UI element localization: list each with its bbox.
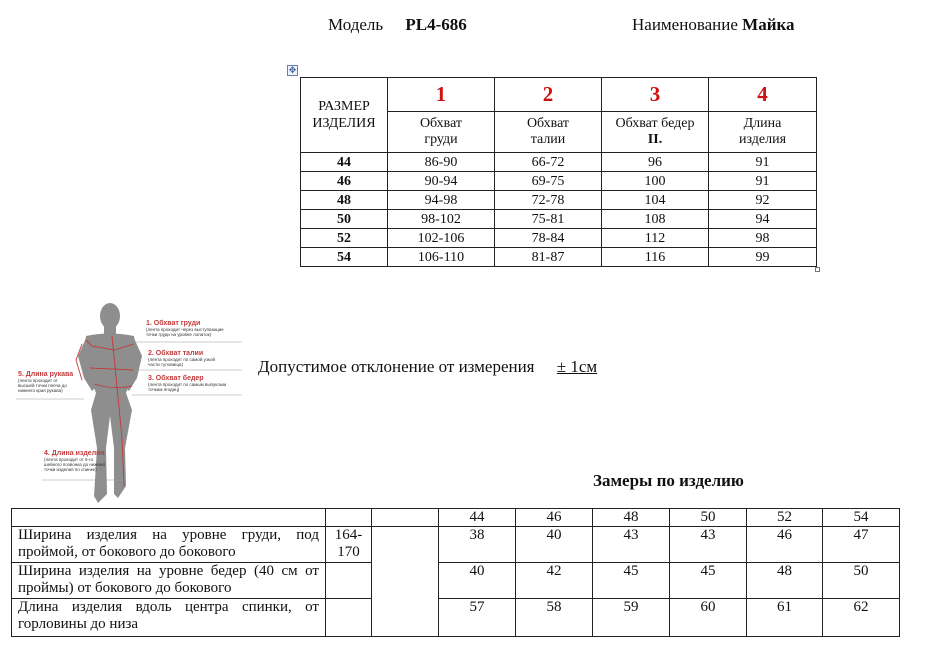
- measure-value: 42: [516, 563, 593, 599]
- value-cell: 92: [709, 191, 817, 210]
- measure-value: 59: [593, 599, 670, 637]
- header-line: Обхват бедер: [615, 116, 695, 131]
- measure-row: [12, 527, 900, 563]
- header-line: изделия: [738, 132, 787, 147]
- tolerance-text: Допустимое отклонение от измерения: [258, 357, 535, 376]
- figure-label-length: [44, 450, 105, 472]
- figure-label-note: нижнего края рукава): [18, 388, 63, 393]
- size-corner-line2: ИЗДЕЛИЯ: [312, 116, 376, 131]
- measure-number: 4: [709, 78, 817, 112]
- header-line: талии: [530, 132, 566, 147]
- figure-label-note: (лента проходит от 6-го: [44, 457, 94, 462]
- measure-number: 2: [495, 78, 602, 112]
- table-resize-handle[interactable]: [815, 267, 820, 272]
- value-cell: 108: [602, 210, 709, 229]
- empty-cell: [326, 509, 372, 527]
- name-value: Майка: [742, 15, 795, 34]
- size-header-cell: 44: [439, 509, 516, 527]
- measurements-title: Замеры по изделию: [593, 471, 744, 490]
- value-cell: 102-106: [388, 229, 495, 248]
- measure-value: 46: [747, 527, 823, 563]
- column-header-chest: [388, 112, 495, 153]
- value-cell: 94: [709, 210, 817, 229]
- measure-value: 38: [439, 527, 516, 563]
- measure-value: 40: [516, 527, 593, 563]
- value-cell: 99: [709, 248, 817, 267]
- measure-value: 40: [439, 563, 516, 599]
- tolerance-value: ± 1см: [556, 357, 598, 376]
- measure-row: [12, 599, 900, 637]
- measure-value: 43: [670, 527, 747, 563]
- header-line: II.: [647, 132, 663, 147]
- measure-value: 45: [593, 563, 670, 599]
- size-row: [301, 229, 817, 248]
- measure-label: Ширина изделия на уровне бедер (40 см от проймы) от бокового до бокового: [12, 563, 326, 599]
- measure-value: 62: [823, 599, 900, 637]
- value-cell: 78-84: [495, 229, 602, 248]
- size-cell: 54: [301, 248, 388, 267]
- figure-label-sleeve: [18, 371, 73, 393]
- figure-label-note: высшей точки плеча до: [18, 383, 67, 388]
- size-header-row: [12, 509, 900, 527]
- size-row: [301, 210, 817, 229]
- measurement-figure: [14, 298, 254, 508]
- measure-value: 43: [593, 527, 670, 563]
- figure-label-note: точки груди на уровне лопаток): [146, 332, 212, 337]
- figure-label-note: части туловища): [148, 362, 183, 367]
- value-cell: 98: [709, 229, 817, 248]
- size-header-cell: 52: [747, 509, 823, 527]
- measure-value: 58: [516, 599, 593, 637]
- figure-label-note: (лента проходит по самой узкой: [148, 357, 215, 362]
- size-row: [301, 248, 817, 267]
- measure-value: 50: [823, 563, 900, 599]
- value-cell: 98-102: [388, 210, 495, 229]
- size-row: [301, 191, 817, 210]
- empty-cell: [326, 563, 372, 599]
- value-cell: 90-94: [388, 172, 495, 191]
- figure-label-title: 4. Длина изделия: [44, 450, 105, 457]
- figure-label-note: (лента проходит через выступающие: [146, 327, 224, 332]
- measure-value: 61: [747, 599, 823, 637]
- value-cell: 91: [709, 153, 817, 172]
- empty-merged-cell: [372, 527, 439, 637]
- figure-label-waist: [148, 350, 215, 367]
- figure-label-note: точки изделия по спинке): [44, 467, 97, 472]
- name-label: Наименование: [632, 15, 738, 34]
- value-cell: 72-78: [495, 191, 602, 210]
- size-corner-cell: [301, 78, 388, 153]
- empty-cell: [12, 509, 326, 527]
- figure-label-note: (лента проходит по самым выпуклым: [148, 382, 227, 387]
- value-cell: 100: [602, 172, 709, 191]
- value-cell: 75-81: [495, 210, 602, 229]
- figure-label-note: точкам ягодиц): [148, 387, 180, 392]
- value-cell: 91: [709, 172, 817, 191]
- figure-label-note: (лента проходит от: [18, 378, 58, 383]
- figure-label-title: 3. Обхват бедер: [148, 375, 204, 382]
- measure-value: 48: [747, 563, 823, 599]
- size-row: [301, 153, 817, 172]
- size-cell: 44: [301, 153, 388, 172]
- measure-value: 45: [670, 563, 747, 599]
- figure-label-title: 5. Длина рукава: [18, 371, 74, 378]
- value-cell: 66-72: [495, 153, 602, 172]
- garment-measurements-table: [11, 508, 900, 637]
- column-header-waist: [495, 112, 602, 153]
- figure-label-title: 1. Обхват груди: [146, 320, 201, 327]
- header-line: Обхват: [419, 116, 463, 131]
- figure-label-chest: [146, 320, 224, 337]
- value-cell: 96: [602, 153, 709, 172]
- value-cell: 104: [602, 191, 709, 210]
- measure-value: 57: [439, 599, 516, 637]
- model-heading: [328, 15, 467, 35]
- height-cell: 164-170: [326, 527, 372, 563]
- value-cell: 112: [602, 229, 709, 248]
- size-chart-table: [300, 77, 817, 267]
- value-cell: 86-90: [388, 153, 495, 172]
- value-cell: 106-110: [388, 248, 495, 267]
- size-header-cell: 48: [593, 509, 670, 527]
- header-line: груди: [424, 132, 458, 147]
- size-cell: 46: [301, 172, 388, 191]
- size-header-cell: 46: [516, 509, 593, 527]
- measure-label: Ширина изделия на уровне груди, под проймой, от бокового до бокового: [12, 527, 326, 563]
- value-cell: 69-75: [495, 172, 602, 191]
- empty-cell: [372, 509, 439, 527]
- size-cell: 52: [301, 229, 388, 248]
- model-value: PL4-686: [405, 15, 467, 34]
- table-move-handle-icon[interactable]: ✥: [288, 65, 297, 75]
- value-cell: 116: [602, 248, 709, 267]
- size-cell: 48: [301, 191, 388, 210]
- value-cell: 81-87: [495, 248, 602, 267]
- figure-label-title: 2. Обхват талии: [148, 350, 204, 357]
- measure-value: 47: [823, 527, 900, 563]
- column-header-hips: [602, 112, 709, 153]
- figure-label-note: шейного позвонка до нижней: [44, 462, 105, 467]
- value-cell: 94-98: [388, 191, 495, 210]
- size-header-cell: 54: [823, 509, 900, 527]
- header-line: Длина: [743, 116, 782, 131]
- name-heading: [632, 15, 795, 35]
- tolerance-note: [258, 357, 597, 377]
- measure-number: 3: [602, 78, 709, 112]
- size-header-cell: 50: [670, 509, 747, 527]
- size-row: [301, 172, 817, 191]
- measure-label: Длина изделия вдоль центра спинки, от горловины до низа: [12, 599, 326, 637]
- size-corner-line1: РАЗМЕР: [318, 99, 370, 114]
- measure-value: 60: [670, 599, 747, 637]
- model-label: Модель: [328, 15, 384, 34]
- empty-cell: [326, 599, 372, 637]
- measure-number: 1: [388, 78, 495, 112]
- column-header-length: [709, 112, 817, 153]
- header-line: Обхват: [526, 116, 570, 131]
- size-cell: 50: [301, 210, 388, 229]
- measure-row: [12, 563, 900, 599]
- figure-label-hips: [148, 375, 226, 392]
- size-chart-number-row: [301, 78, 817, 112]
